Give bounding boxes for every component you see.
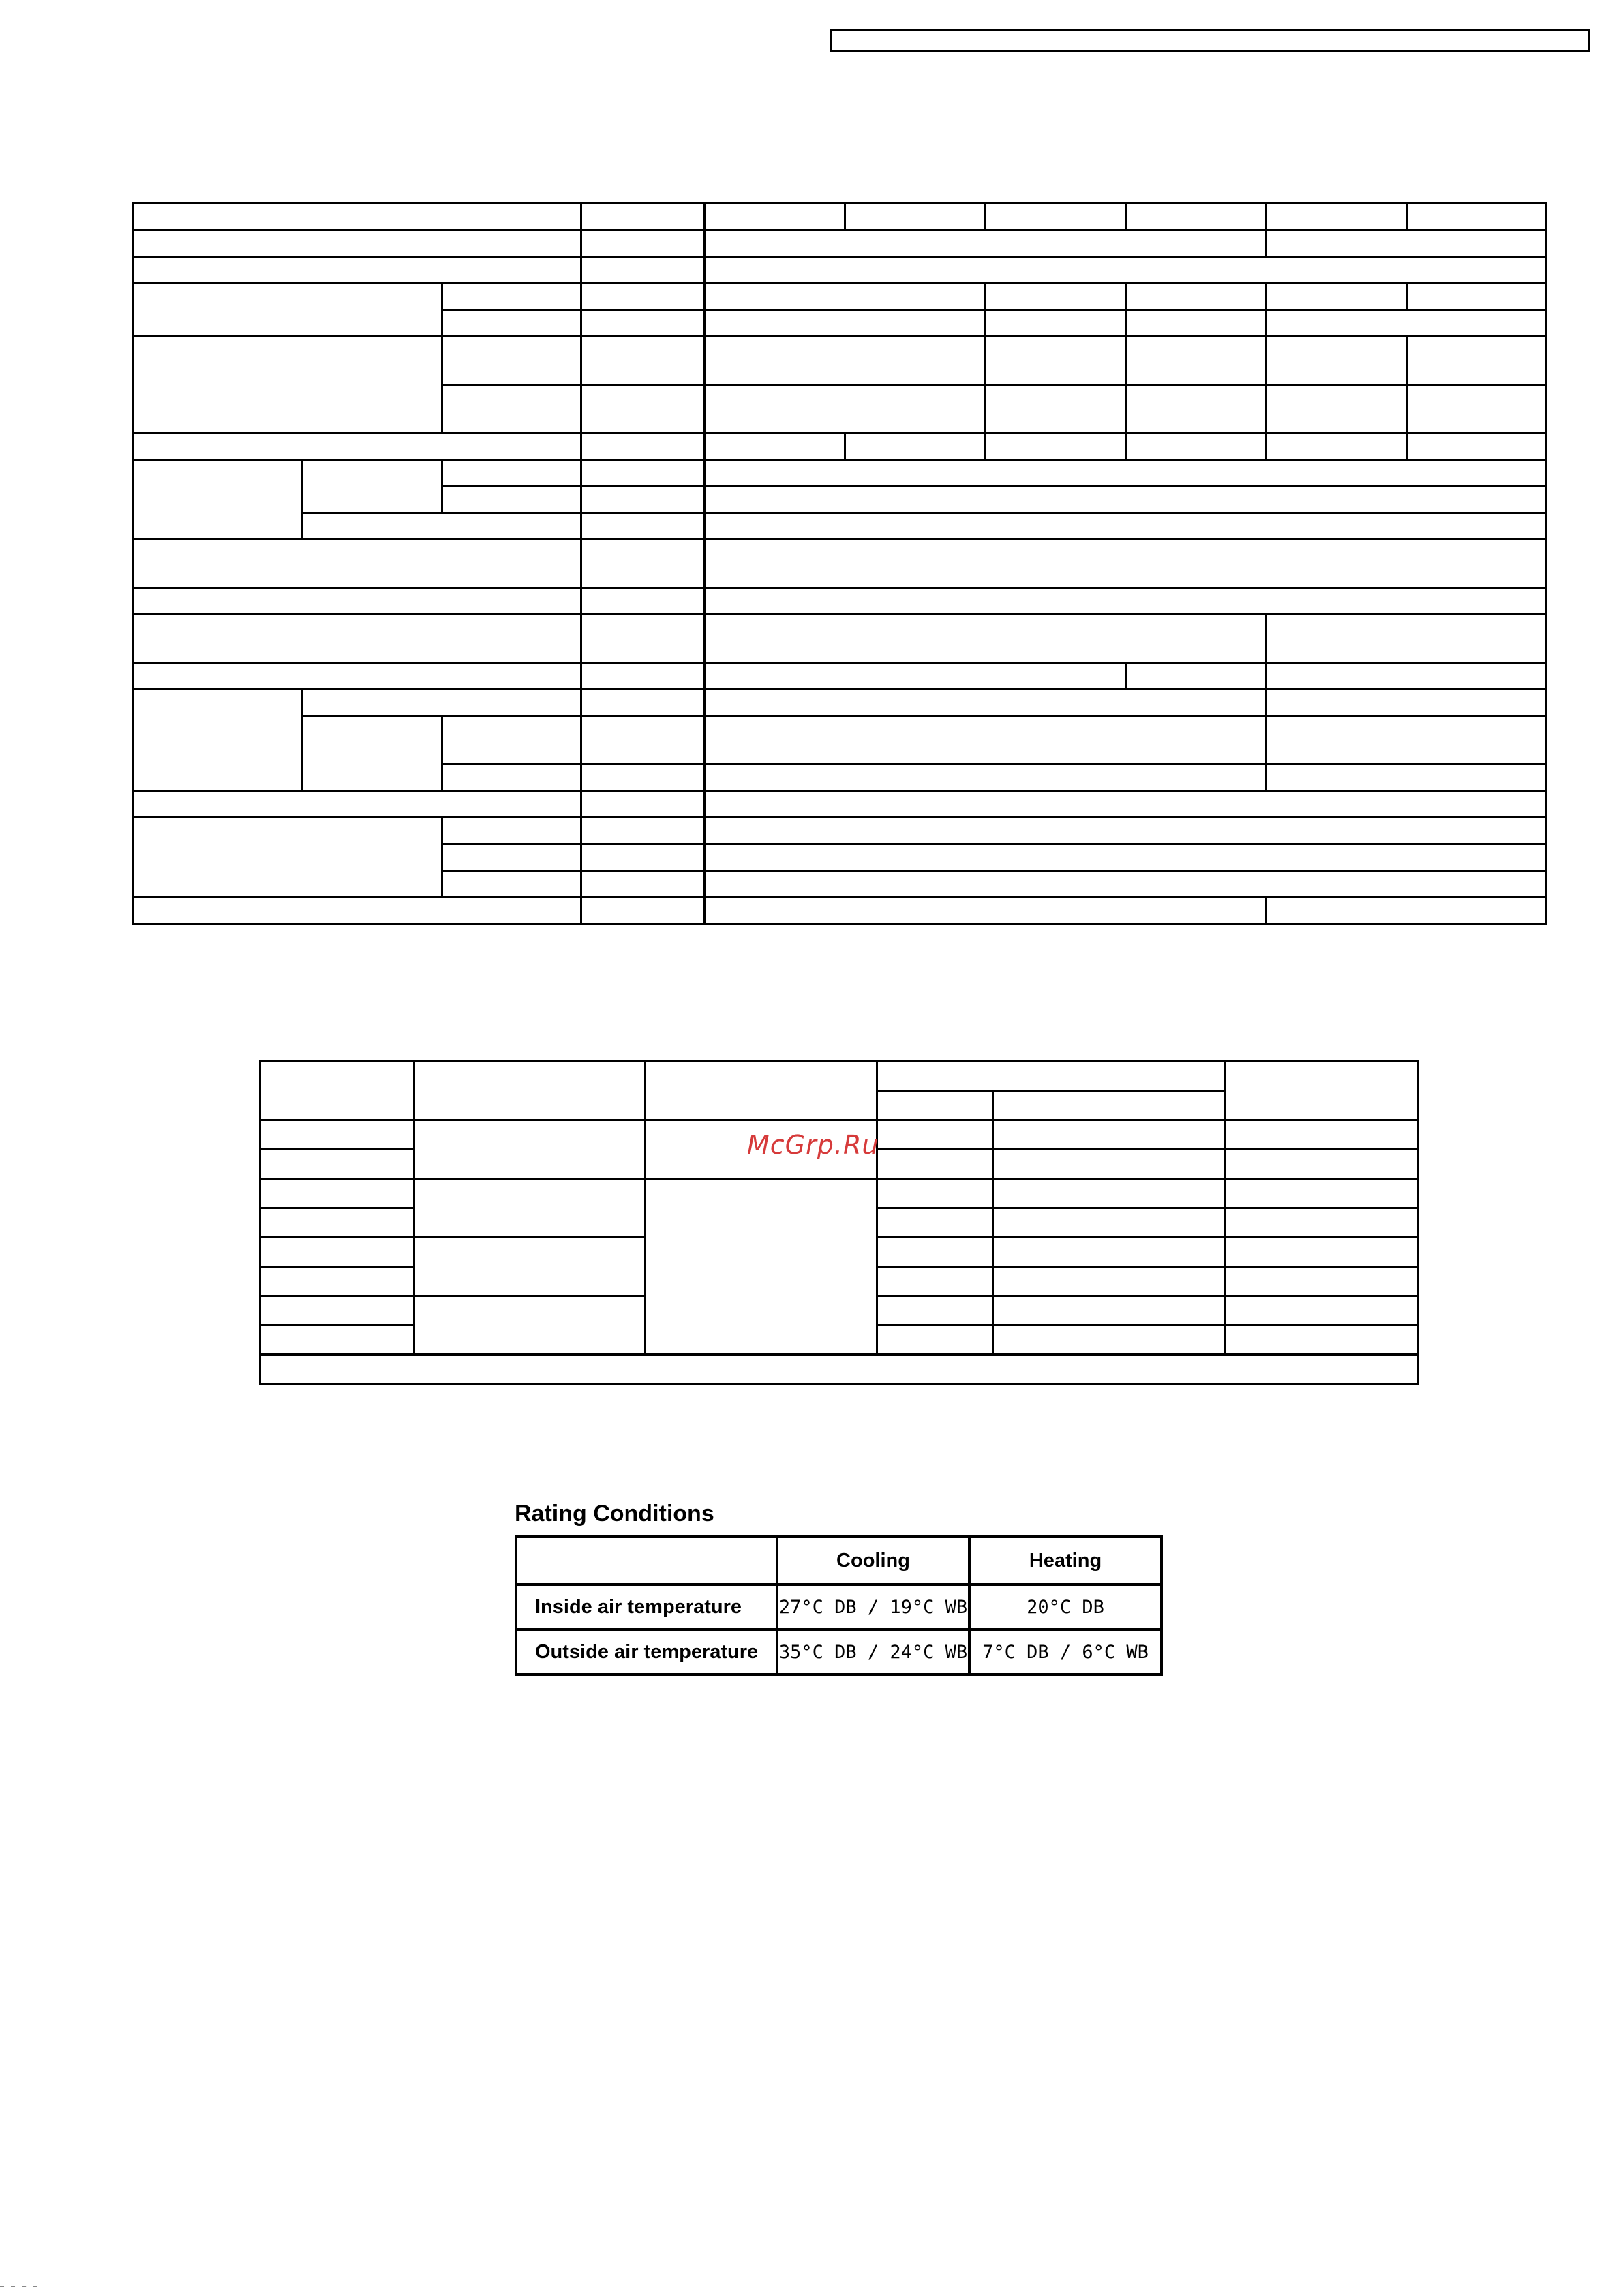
table-row [516, 1585, 1162, 1629]
header-blank [516, 1537, 777, 1585]
outside-heating-value: 7°C DB / 6°C WB [969, 1629, 1162, 1674]
inside-cooling-value: 27°C DB / 19°C WB [777, 1585, 969, 1629]
header-cooling: Cooling [777, 1537, 969, 1585]
row-label-inside: Inside air temperature [516, 1585, 777, 1629]
inside-heating-value: 20°C DB [969, 1585, 1162, 1629]
rating-conditions-title: Rating Conditions [515, 1501, 714, 1527]
specification-table [132, 202, 1547, 925]
watermark-text: McGrp.Ru [747, 1130, 879, 1160]
rating-header-row [516, 1537, 1162, 1585]
rating-conditions-table [515, 1535, 1163, 1676]
table-row [516, 1629, 1162, 1674]
header-heating: Heating [969, 1537, 1162, 1585]
header-model-box [830, 29, 1590, 52]
outside-cooling-value: 35°C DB / 24°C WB [777, 1629, 969, 1674]
secondary-table [259, 1060, 1419, 1385]
footer-mark: — — — — [0, 2283, 39, 2291]
row-label-outside: Outside air temperature [516, 1629, 777, 1674]
